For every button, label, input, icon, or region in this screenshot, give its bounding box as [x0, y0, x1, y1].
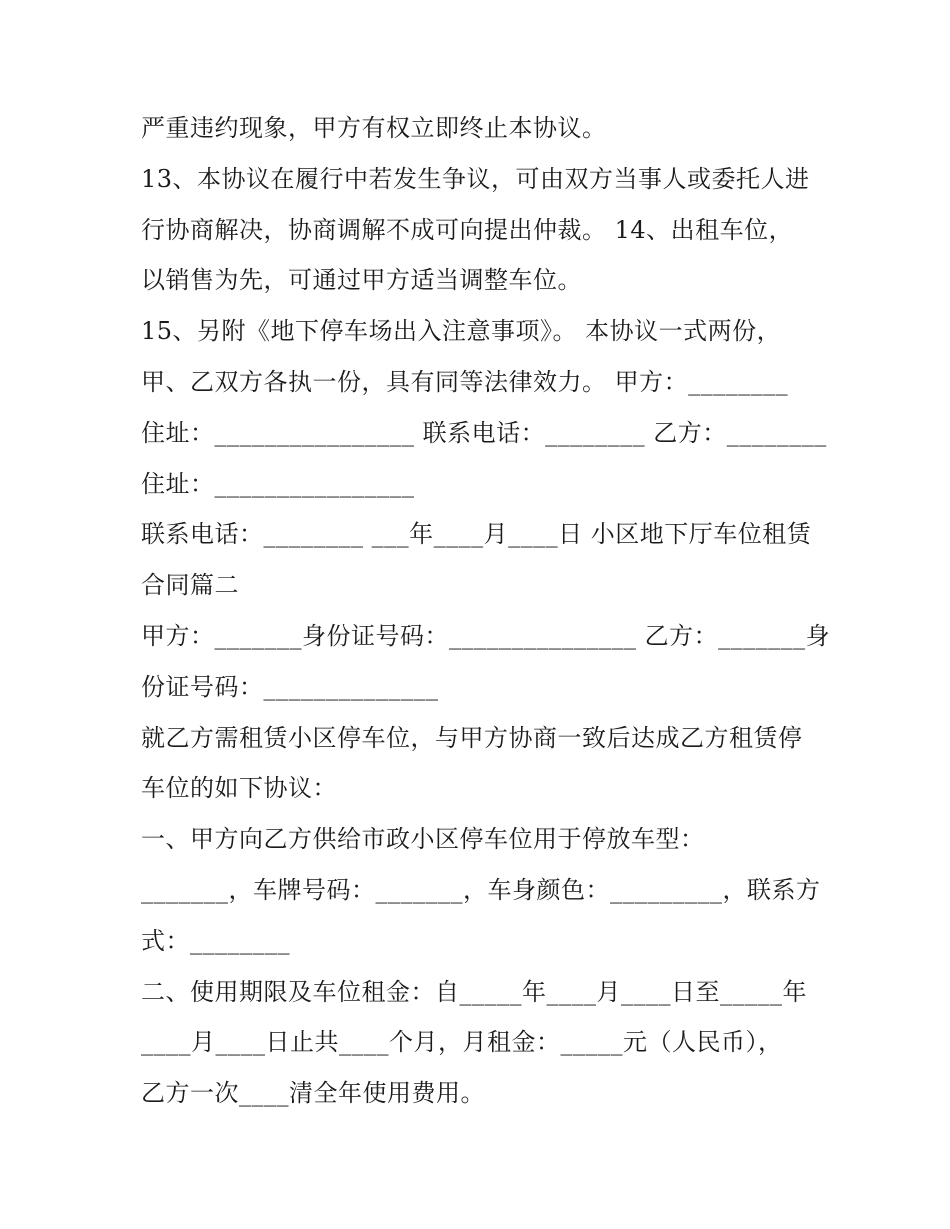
text-line: 一、甲方向乙方供给市政小区停车位用于停放车型：	[141, 825, 705, 854]
text-line: 住址：________________	[141, 469, 415, 498]
text-line: 住址：________________ 联系电话：________ 乙方：________	[141, 418, 827, 447]
text-line: ____月____日止共____个月，月租金：_____元（人民币），	[141, 1028, 783, 1057]
text-line: 以销售为先，可通过甲方适当调整车位。	[141, 266, 582, 295]
text-line: 甲、乙双方各执一份，具有同等法律效力。 甲方：________	[141, 367, 789, 396]
text-line: 就乙方需租赁小区停车位，与甲方协商一致后达成乙方租赁停	[141, 723, 803, 752]
section-title: 合同篇二	[141, 571, 239, 600]
document-body	[141, 103, 831, 1119]
text-line: 份证号码：______________	[141, 672, 439, 701]
text-line: 严重违约现象，甲方有权立即终止本协议。	[141, 114, 607, 142]
text-line: 13、本协议在履行中若发生争议，可由双方当事人或委托人进	[141, 164, 810, 193]
text-line: 联系电话：________ ___年____月____日 小区地下厅车位租赁	[141, 520, 812, 549]
text-line: 乙方一次____清全年使用费用。	[141, 1079, 485, 1108]
text-line: 车位的如下协议：	[141, 774, 337, 803]
text-line: 甲方：_______身份证号码：_______________ 乙方：_______身	[141, 621, 831, 650]
text-line: 式：________	[141, 926, 290, 955]
text-line: 行协商解决，协商调解不成可向提出仲裁。 14、出租车位，	[141, 215, 794, 244]
text-line: 二、使用期限及车位租金：自_____年____月____日至_____年	[141, 977, 807, 1006]
text-line: _______，车牌号码：_______，车身颜色：_________，联系方	[141, 875, 821, 904]
text-line: 15、另附《地下停车场出入注意事项》。 本协议一式两份，	[141, 317, 782, 346]
